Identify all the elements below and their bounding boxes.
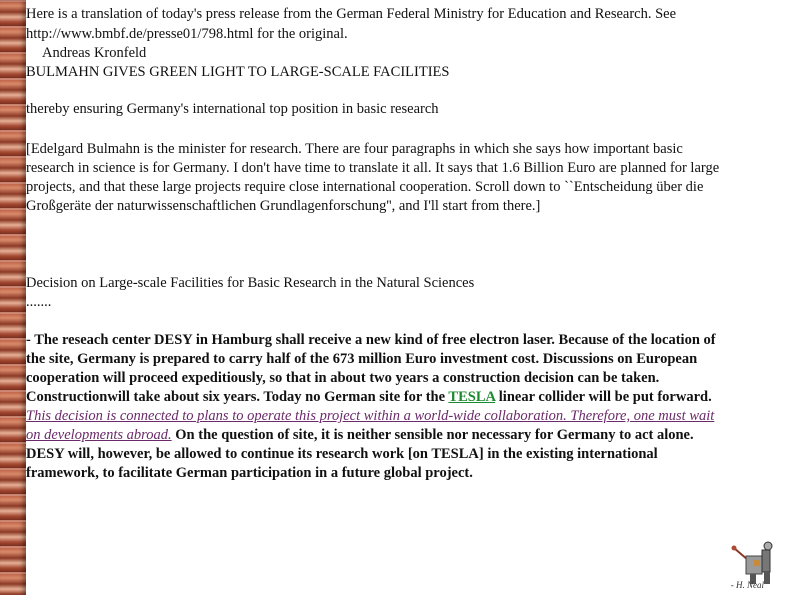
body-line-3: cooperation will proceed expeditiously, so that in about two years a construction decision can be taken.: [26, 370, 660, 386]
body-line-8: framework, to facilitate German participation in a future global project.: [26, 465, 473, 481]
collaboration-link[interactable]: This decision is connected to plans to operate this project within a world-wide collaboration. Therefore, one must wait: [26, 408, 715, 424]
signer: Andreas Kronfeld: [42, 45, 147, 61]
developments-abroad-link[interactable]: on developments abroad.: [26, 427, 172, 443]
ellipsis: .......: [26, 294, 52, 310]
headline: BULMAHN GIVES GREEN LIGHT TO LARGE-SCALE FACILITIES: [26, 64, 450, 80]
decorative-border: [0, 0, 26, 595]
section-title: Decision on Large-scale Facilities for Basic Research in the Natural Sciences: [26, 275, 475, 291]
body-line-4a: Constructionwill take about six years. Today no German site for the: [26, 389, 449, 405]
intro-line-1: Here is a translation of today's press release from the German Federal Ministry for Education and Research. See: [26, 6, 677, 22]
body-line-6b: On the question of site, it is neither sensible nor necessary for Germany to act alone.: [171, 427, 694, 443]
body-line-5: [26, 406, 714, 426]
subheadline: thereby ensuring Germany's international top position in basic research: [26, 101, 439, 117]
body-line-2: the site, Germany is prepared to carry half of the 673 million Euro investment cost. Discussions on European: [26, 351, 698, 367]
body-line-4: [26, 387, 712, 407]
body-line-1: - The reseach center DESY in Hamburg shall receive a new kind of free electron laser. Because of the location of: [26, 332, 716, 348]
author-signature: - H. Neal: [730, 580, 764, 590]
note-line-2: research in science is for Germany. I don't have time to translate it all. It says that 1.6 Billion Euro are planned for large: [26, 160, 720, 176]
body-line-6: [26, 425, 694, 445]
note-line-1: [Edelgard Bulmahn is the minister for research. There are four paragraphs in which she says how important basic: [26, 141, 683, 157]
tesla-link[interactable]: TESLA: [448, 389, 496, 405]
intro-line-2: http://www.bmbf.de/presse01/798.html for the original.: [26, 26, 348, 42]
body-line-7: DESY will, however, be allowed to continue its research work [on TESLA] in the existing international: [26, 446, 658, 462]
note-line-3: projects, and that these large projects require close international cooperation. Scroll down to ``Entscheidung über die: [26, 179, 704, 195]
robot-figure-icon: [728, 540, 788, 585]
note-line-4: Großgeräte der naturwissenschaftlichen Grundlagenforschung'', and I'll start from there.]: [26, 198, 541, 214]
body-line-4b: linear collider will be put forward.: [495, 389, 712, 405]
